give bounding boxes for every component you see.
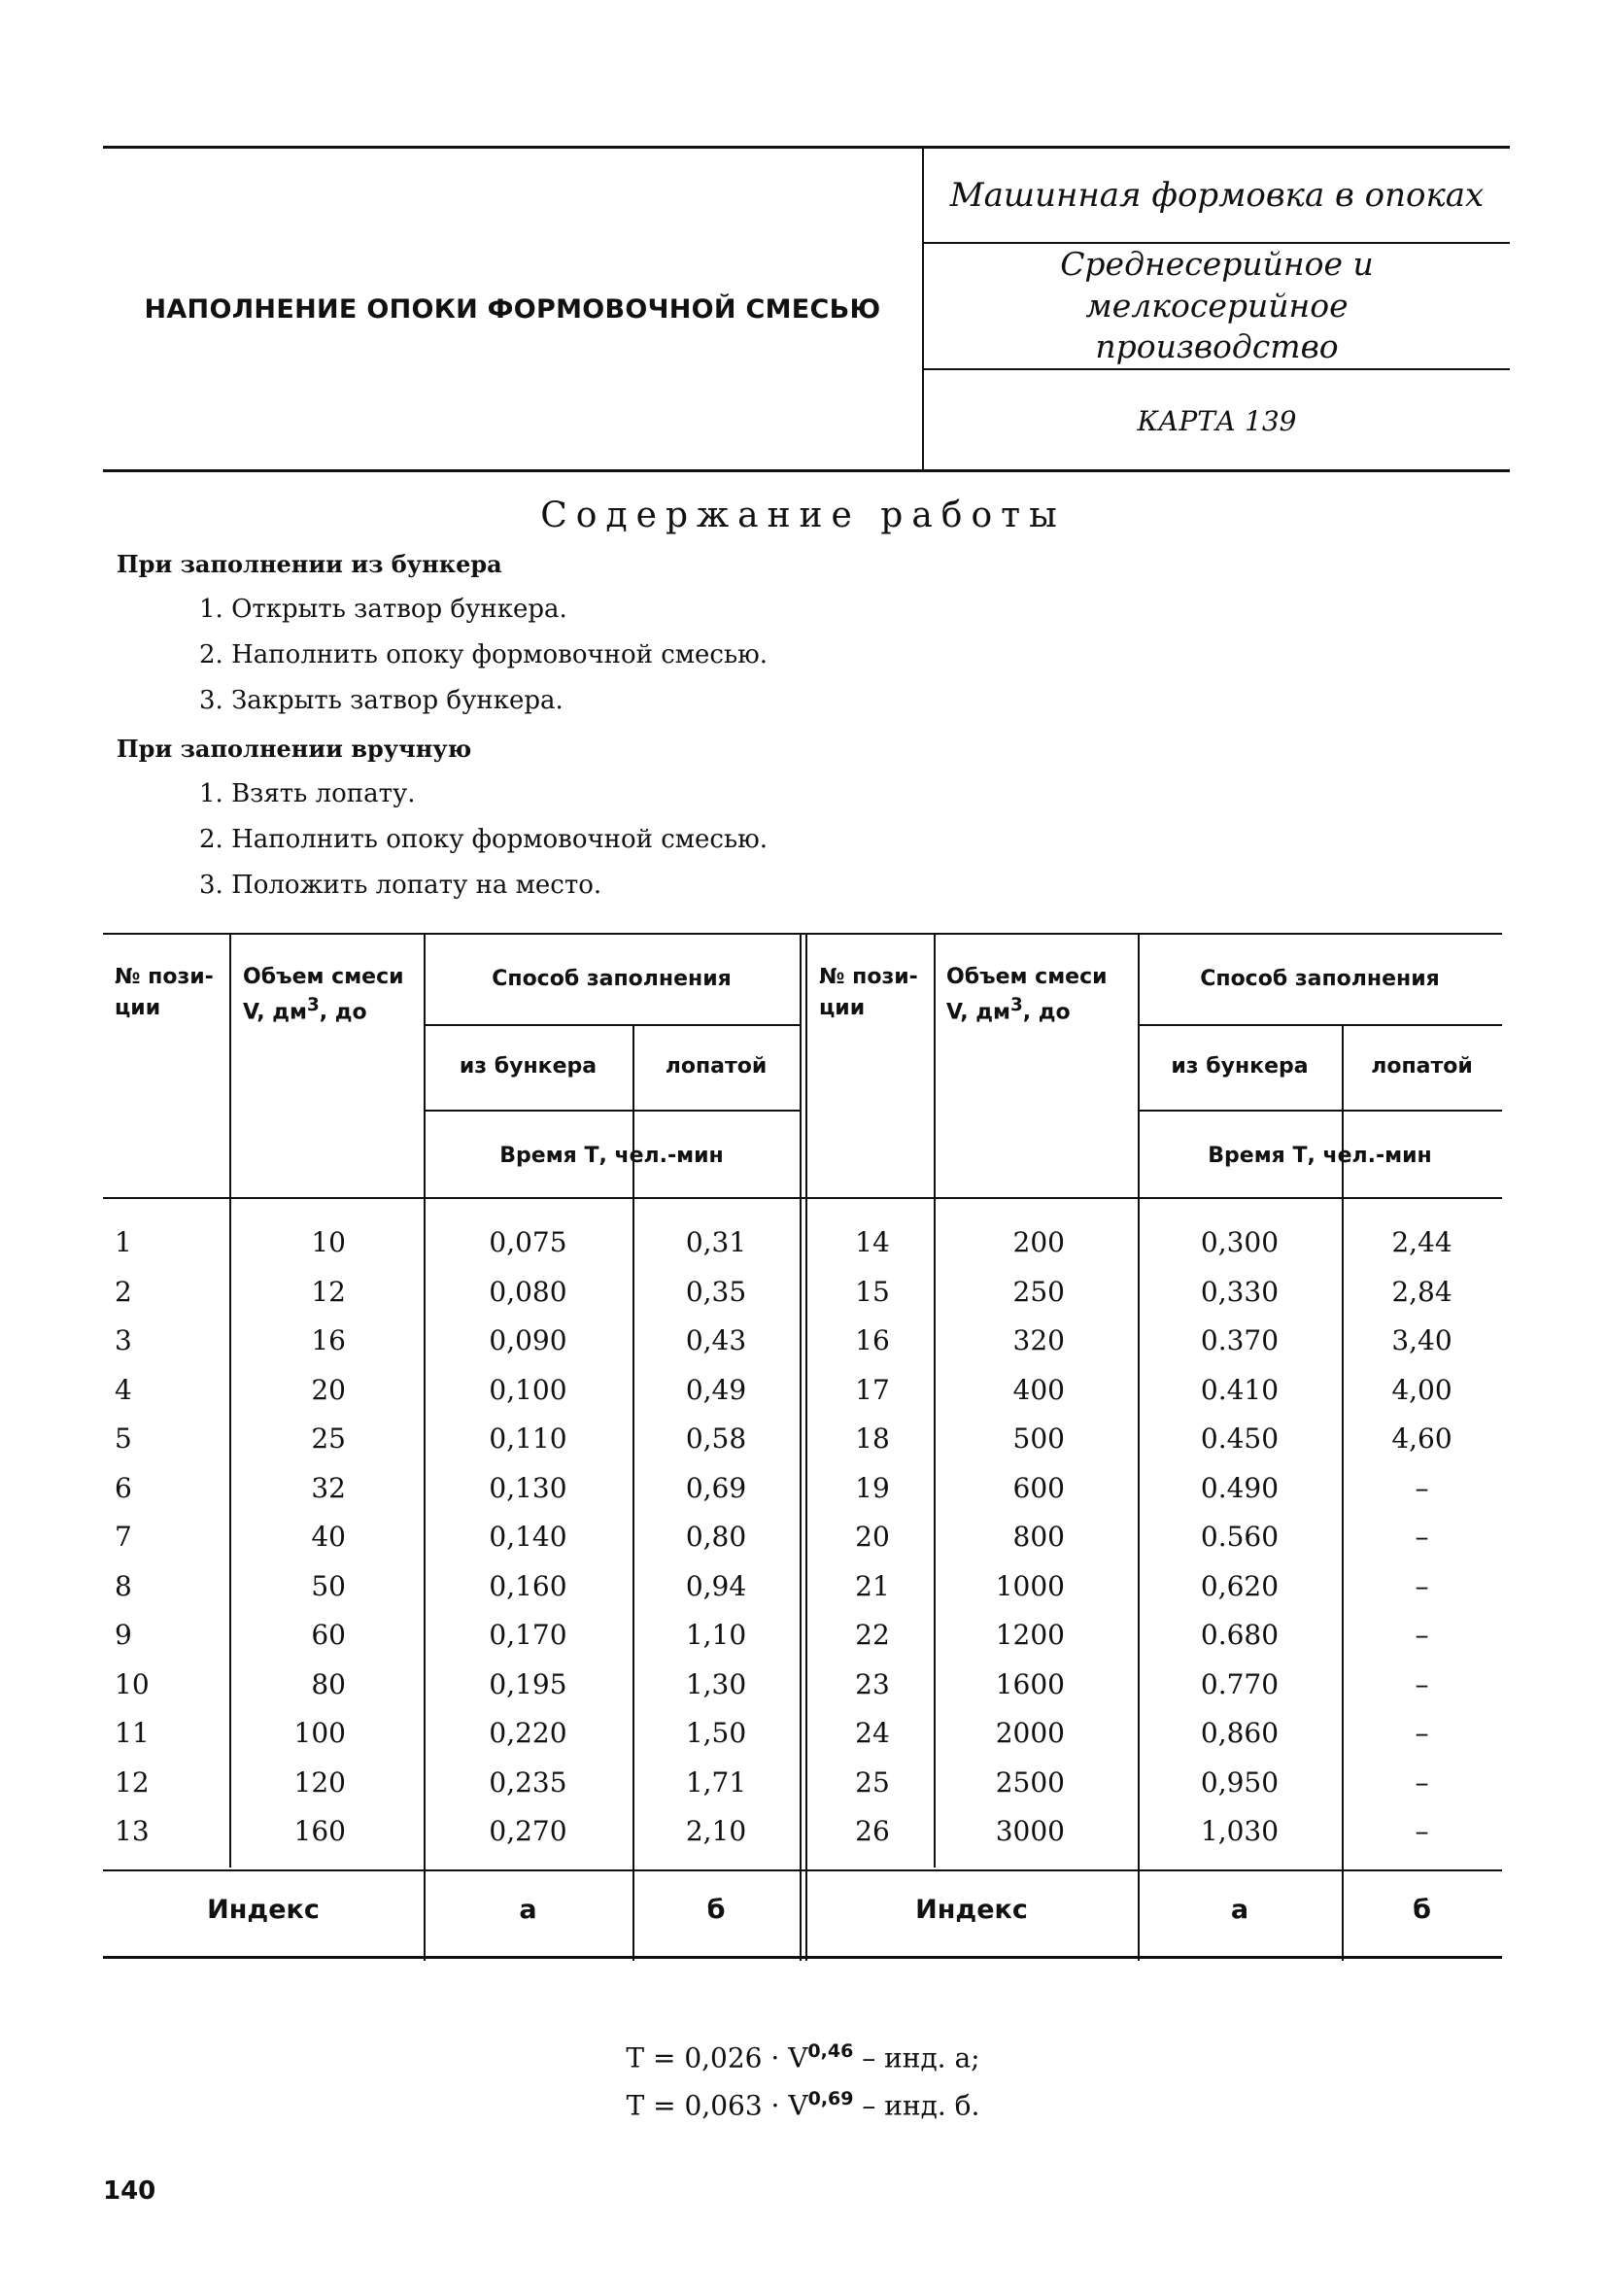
table-cell: 22: [855, 1619, 890, 1651]
table-cell: 0,300: [1200, 1226, 1280, 1258]
table-cell: 1,030: [1200, 1815, 1280, 1847]
table-cell: 1,71: [685, 1765, 747, 1799]
formula-index-a: Т = 0,026 · V$^{0,46}$ – инд. а;: [626, 2040, 980, 2074]
table-cell: 0,69: [685, 1471, 747, 1504]
table-cell: 0.560: [1200, 1521, 1280, 1553]
table-cell: 5: [115, 1422, 132, 1455]
table-cell: 1200: [995, 1619, 1065, 1651]
time-norms-table: [103, 933, 1502, 1959]
table-cell: 2,44: [1391, 1226, 1452, 1258]
table-cell: 0.410: [1200, 1373, 1280, 1406]
table-cell: 25: [311, 1422, 346, 1455]
table-cell: 0,140: [489, 1521, 567, 1553]
table-cell: 10: [311, 1226, 346, 1258]
table-cell: 2,84: [1391, 1275, 1452, 1308]
table-cell: 2: [115, 1275, 132, 1308]
table-cell: 15: [855, 1275, 890, 1308]
col-shovel-header: лопатой: [665, 1054, 768, 1079]
table-cell: 100: [293, 1717, 346, 1749]
table-cell: 0,235: [489, 1765, 567, 1799]
table-cell: 14: [855, 1226, 890, 1258]
table-cell: 0.450: [1200, 1422, 1280, 1455]
table-cell: 0,270: [489, 1815, 567, 1847]
index-b: б: [706, 1895, 726, 1925]
table-cell: 2,10: [685, 1815, 747, 1847]
table-cell: 0,80: [685, 1521, 747, 1553]
table-cell: 0.770: [1200, 1667, 1280, 1700]
table-cell: –: [1415, 1717, 1429, 1749]
col-bunker-header: из бункера: [459, 1054, 598, 1079]
header-info-cell: [924, 149, 1510, 469]
index-a: а: [1230, 1895, 1249, 1925]
table-cell: 1,10: [685, 1619, 747, 1651]
index-label: Индекс: [915, 1895, 1028, 1925]
table-cell: 10: [115, 1667, 150, 1700]
step-item: 2. Наполнить опоку формовочной смесью.: [199, 825, 769, 854]
step-item: 1. Взять лопату.: [199, 779, 416, 808]
operation-title: НАПОЛНЕНИЕ ОПОКИ ФОРМОВОЧНОЙ СМЕСЬЮ: [144, 293, 881, 325]
col-bunker-header: из бункера: [1171, 1054, 1309, 1079]
table-cell: 1,30: [685, 1667, 747, 1700]
header-title-cell: [103, 149, 924, 469]
step-item: 2. Наполнить опоку формовочной смесью.: [199, 640, 769, 669]
work-content-title: Содержание работы: [540, 496, 1066, 535]
step-item: 1. Открыть затвор бункера.: [199, 595, 567, 624]
table-cell: 80: [311, 1667, 346, 1700]
table-cell: 12: [311, 1275, 346, 1308]
table-cell: 21: [855, 1569, 890, 1602]
step-item: 3. Положить лопату на место.: [199, 871, 602, 900]
table-cell: –: [1415, 1471, 1429, 1504]
table-cell: 0,31: [685, 1226, 747, 1258]
table-cell: 1,50: [685, 1717, 747, 1749]
table-cell: 3: [115, 1324, 132, 1356]
table-cell: 60: [311, 1619, 346, 1651]
table-cell: 0,100: [489, 1373, 567, 1406]
table-cell: –: [1415, 1569, 1429, 1602]
table-cell: 32: [311, 1471, 346, 1504]
table-cell: 800: [1012, 1521, 1065, 1553]
table-cell: 23: [855, 1667, 890, 1700]
table-cell: 0,860: [1200, 1717, 1280, 1749]
table-cell: 4: [115, 1373, 132, 1406]
table-cell: 25: [855, 1765, 890, 1799]
index-a: а: [519, 1895, 537, 1925]
table-cell: 0,170: [489, 1619, 567, 1651]
table-cell: 2000: [995, 1717, 1065, 1749]
table-cell: 4,00: [1391, 1373, 1452, 1406]
table-cell: 16: [311, 1324, 346, 1356]
table-cell: 50: [311, 1569, 346, 1602]
table-cell: 1: [115, 1226, 132, 1258]
table-cell: –: [1415, 1521, 1429, 1553]
table-cell: 0,43: [685, 1324, 747, 1356]
table-cell: 0,130: [489, 1471, 567, 1504]
card-number: КАРТА 139: [1137, 405, 1297, 437]
table-cell: 0,080: [489, 1275, 567, 1308]
step-item: 3. Закрыть затвор бункера.: [199, 686, 564, 715]
table-cell: 20: [855, 1521, 890, 1553]
col-volume-header: Объем смеси V, $дм^3$, до: [946, 965, 1108, 1025]
table-cell: 9: [115, 1619, 132, 1651]
table-cell: 0,35: [685, 1275, 747, 1308]
index-b: б: [1413, 1895, 1431, 1925]
table-cell: 0.490: [1200, 1471, 1280, 1504]
table-cell: 0,950: [1200, 1765, 1280, 1799]
table-cell: 26: [855, 1815, 890, 1847]
table-cell: 0,160: [489, 1569, 567, 1602]
col-method-header: Способ заполнения: [492, 967, 732, 991]
table-cell: 250: [1012, 1275, 1065, 1308]
table-cell: 40: [311, 1521, 346, 1553]
production-type: Среднесерийное и мелкосерийное производство: [924, 244, 1510, 370]
table-cell: 6: [115, 1471, 132, 1504]
table-cell: 0.680: [1200, 1619, 1280, 1651]
table-cell: 0,075: [489, 1226, 567, 1258]
table-cell: 320: [1012, 1324, 1065, 1356]
table-cell: 11: [115, 1717, 150, 1749]
col-volume-header: Объем смеси V, $дм^3$, до: [243, 965, 404, 1025]
table-cell: 200: [1012, 1226, 1065, 1258]
table-cell: –: [1415, 1815, 1429, 1847]
table-cell: 160: [293, 1815, 346, 1847]
section-heading-manual: При заполнении вручную: [117, 735, 472, 763]
table-cell: 16: [855, 1324, 890, 1356]
table-cell: 1000: [995, 1569, 1065, 1602]
table-cell: 0,49: [685, 1373, 747, 1406]
category-label: Машинная формовка в опоках: [924, 149, 1510, 244]
table-cell: 0,090: [489, 1324, 567, 1356]
formula-index-b: Т = 0,063 · V$^{0,69}$ – инд. б.: [626, 2088, 980, 2122]
table-cell: 18: [855, 1422, 890, 1455]
table-cell: 3000: [995, 1815, 1065, 1847]
table-cell: 0,94: [685, 1569, 747, 1602]
table-cell: 500: [1012, 1422, 1065, 1455]
section-heading-bunker: При заполнении из бункера: [117, 550, 502, 578]
col-position-header: № пози- ции: [819, 965, 918, 1020]
table-cell: 0,620: [1200, 1569, 1280, 1602]
page-number: 140: [103, 2176, 156, 2206]
table-cell: 2500: [995, 1765, 1065, 1799]
table-cell: 0.370: [1200, 1324, 1280, 1356]
table-cell: 20: [311, 1373, 346, 1406]
col-time-header: Время Т, чел.-мин: [1208, 1144, 1432, 1168]
header-block: [103, 146, 1510, 472]
col-position-header: № пози- ции: [115, 965, 214, 1020]
table-cell: 600: [1012, 1471, 1065, 1504]
table-cell: 19: [855, 1471, 890, 1504]
table-cell: 12: [115, 1765, 150, 1799]
table-cell: 0,110: [489, 1422, 567, 1455]
table-cell: 120: [293, 1765, 346, 1799]
table-cell: 400: [1012, 1373, 1065, 1406]
table-cell: 0,220: [489, 1717, 567, 1749]
table-cell: 4,60: [1391, 1422, 1452, 1455]
table-cell: 0,330: [1200, 1275, 1280, 1308]
table-cell: 8: [115, 1569, 132, 1602]
table-cell: 0,58: [685, 1422, 747, 1455]
table-cell: –: [1415, 1765, 1429, 1799]
table-cell: 3,40: [1391, 1324, 1452, 1356]
table-cell: –: [1415, 1619, 1429, 1651]
col-shovel-header: лопатой: [1371, 1054, 1473, 1079]
table-cell: 17: [855, 1373, 890, 1406]
table-cell: 1600: [995, 1667, 1065, 1700]
table-cell: –: [1415, 1667, 1429, 1700]
col-method-header: Способ заполнения: [1200, 967, 1440, 991]
table-cell: 7: [115, 1521, 132, 1553]
table-cell: 13: [115, 1815, 150, 1847]
table-cell: 0,195: [489, 1667, 567, 1700]
table-cell: 24: [855, 1717, 890, 1749]
col-time-header: Время Т, чел.-мин: [499, 1144, 724, 1168]
index-label: Индекс: [207, 1895, 320, 1925]
